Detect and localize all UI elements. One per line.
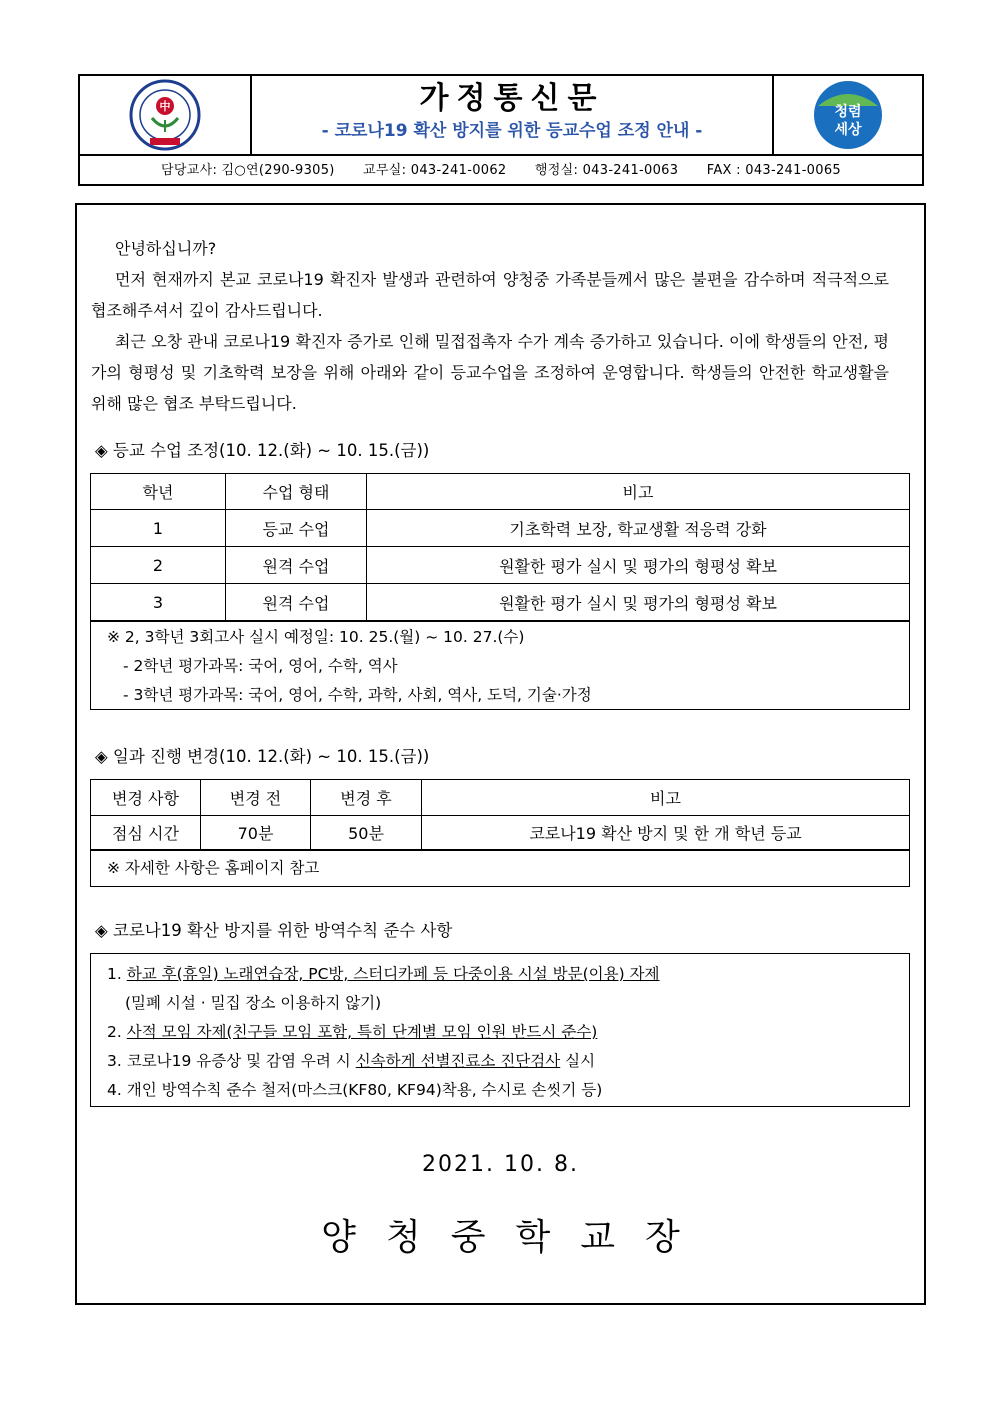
svg-text:청렴: 청렴 — [834, 104, 862, 120]
header-class-type: 수업 형태 — [226, 474, 367, 510]
section-1-title: ◈ 등교 수업 조정(10. 12.(화) ~ 10. 15.(금)) — [95, 441, 430, 460]
intro-text — [91, 233, 889, 419]
integrity-logo-icon — [774, 76, 922, 154]
cell-after: 50분 — [311, 816, 422, 850]
rule-2 — [107, 1018, 909, 1047]
header-remarks: 비고 — [367, 474, 910, 510]
table-header-row — [91, 780, 910, 816]
table-row — [91, 547, 910, 584]
header-remarks: 비고 — [422, 780, 910, 816]
cell-class-type: 등교 수업 — [226, 510, 367, 547]
cell-change-item: 점심 시간 — [91, 816, 201, 850]
principal-signature: 양청중학교장 — [321, 1217, 710, 1258]
homepage-note-box — [90, 850, 910, 887]
document-title: 가정통신문 — [419, 81, 605, 116]
title-cell — [250, 76, 774, 154]
class-schedule-table — [90, 473, 910, 621]
header-change-item: 변경 사항 — [91, 780, 201, 816]
issue-date: 2021. 10. 8. — [422, 1152, 579, 1177]
header-before: 변경 전 — [201, 780, 311, 816]
contact-teacher: 담당교사: 김○연(290-9305) — [161, 163, 335, 178]
contact-fax: FAX : 043-241-0065 — [706, 163, 841, 178]
school-emblem-icon — [80, 76, 250, 154]
cell-before: 70분 — [201, 816, 311, 850]
table-row — [91, 584, 910, 621]
prevention-rules-box — [90, 953, 910, 1107]
grade-2-subjects: - 2학년 평가과목: 국어, 영어, 수학, 역사 — [123, 657, 398, 675]
table-row — [91, 816, 910, 850]
contact-office: 교무실: 043-241-0062 — [363, 163, 507, 178]
rule-3-text-a: 3. 코로나19 유증상 및 감염 우려 시 — [107, 1052, 351, 1070]
header-grade: 학년 — [91, 474, 226, 510]
contact-admin: 행정실: 043-241-0063 — [534, 163, 679, 178]
cell-remarks: 코로나19 확산 방지 및 한 개 학년 등교 — [422, 816, 910, 850]
rule-3-text-b: 실시 — [565, 1052, 596, 1070]
rule-1-text: 하교 후(휴일) 노래연습장, PC방, 스터디카페 등 다중이용 시설 방문(이용) 자제 — [126, 965, 660, 983]
rule-3-underlined: 신속하게 선별진료소 진단검사 — [355, 1052, 561, 1070]
cell-grade: 2 — [91, 547, 226, 584]
header-box — [78, 74, 924, 186]
cell-remarks: 원활한 평가 실시 및 평가의 형평성 확보 — [367, 584, 910, 621]
table-header-row — [91, 474, 910, 510]
svg-text:中: 中 — [159, 100, 171, 113]
header-top-row — [80, 76, 922, 156]
homepage-note: ※ 자세한 사항은 홈페이지 참고 — [107, 859, 320, 877]
main-content-box — [75, 203, 926, 1305]
school-logo-cell — [80, 76, 252, 154]
grade-3-subjects: - 3학년 평가과목: 국어, 영어, 수학, 과학, 사회, 역사, 도덕, 기술·가정 — [123, 686, 592, 704]
cell-class-type: 원격 수업 — [226, 584, 367, 621]
rule-1 — [107, 960, 909, 989]
rule-2-number: 2. — [107, 1023, 122, 1041]
greeting: 안녕하십니까? — [115, 239, 217, 258]
exam-note-box — [90, 621, 910, 710]
rule-1-sub: (밀폐 시설 · 밀집 장소 이용하지 않기) — [125, 994, 382, 1012]
header-after: 변경 후 — [311, 780, 422, 816]
section-2-title: ◈ 일과 진행 변경(10. 12.(화) ~ 10. 15.(금)) — [95, 747, 430, 766]
rule-4: 4. 개인 방역수칙 준수 철저(마스크(KF80, KF94)착용, 수시로 손씻기 등) — [107, 1081, 603, 1099]
section-3-title: ◈ 코로나19 확산 방지를 위한 방역수칙 준수 사항 — [95, 921, 453, 940]
contact-line — [80, 156, 922, 186]
cell-grade: 1 — [91, 510, 226, 547]
cell-remarks: 원활한 평가 실시 및 평가의 형평성 확보 — [367, 547, 910, 584]
table-row — [91, 510, 910, 547]
rule-2-text: 사적 모임 자제(친구들 모임 포함, 특히 단계별 모임 인원 반드시 준수) — [126, 1023, 598, 1041]
schedule-change-table — [90, 779, 910, 850]
cell-remarks: 기초학력 보장, 학교생활 적응력 강화 — [367, 510, 910, 547]
svg-text:세상: 세상 — [834, 122, 862, 138]
intro-paragraph-1: 먼저 현재까지 본교 코로나19 확진자 발생과 관련하여 양청중 가족분들께서 많은 불편을 감수하며 적극적으로 협조해주셔서 깊이 감사드립니다. — [91, 270, 889, 320]
intro-paragraph-2: 최근 오창 관내 코로나19 확진자 증가로 인해 밀접접촉자 수가 계속 증가하고 있습니다. 이에 학생들의 안전, 평가의 형평성 및 기초학력 보장을 위해 아래와 같이 등교수업을 조정하여 운영합니다. 학생들의 안전한 학교생활을 위해 많은 협조 부탁드립니다. — [91, 332, 889, 413]
cell-class-type: 원격 수업 — [226, 547, 367, 584]
document-subtitle: - 코로나19 확산 방지를 위한 등교수업 조정 안내 - — [321, 121, 703, 141]
cell-grade: 3 — [91, 584, 226, 621]
rule-1-number: 1. — [107, 965, 122, 983]
exam-date-note: ※ 2, 3학년 3회고사 실시 예정일: 10. 25.(월) ~ 10. 27.(수) — [107, 628, 525, 646]
rule-3 — [107, 1047, 909, 1076]
integrity-logo-cell — [772, 76, 922, 154]
